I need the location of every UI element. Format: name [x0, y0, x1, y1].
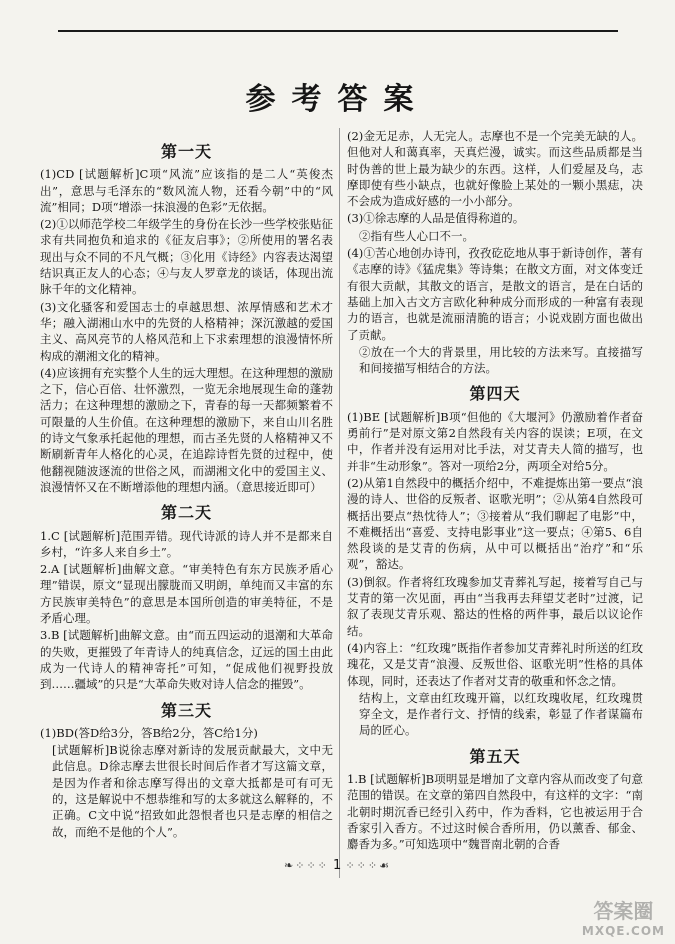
answer-item: (3)①徐志摩的人品是值得称道的。 [347, 211, 525, 226]
section-heading-day3: 第三天 [160, 700, 212, 720]
answer-explanation: [试题解析]B说徐志摩对新诗的发展贡献最大，文中无此信息。D徐志摩去世很长时间后作者才写这篇文章，是因为作者和徐志摩写得出的文章大抵都是可有可无的，这是解说中不想恭维和写的太多就这么解释的，不正确。C文中说“招致如此怨恨者也只是志摩的相信之故，而绝不是他的个人”。 [52, 743, 333, 839]
answer-item: 3.B [试题解析]曲解文意。由“而五四运动的退潮和大革命的失败，更摧毁了年青诗人的纯真信念，辽远的国土由此成为一代诗人的精神寄托”可知，“促成他们视野投放到……疆域”的只是“大革命失败对诗人信念的摧毁”。 [40, 628, 333, 692]
answer-item: (2)从第1自然段中的概括介绍中，不难提炼出第一要点“浪漫的诗人、世俗的反叛者、讴歌光明”；②从第4自然段可概括出要点“热忱待人”；③接着从“我们聊起了电影”中，不难概括出“喜爱、支持电影事业”这一要点；④第5、6自然段谈的是艾青的伤病，从中可以概括出“治疗”和“乐观”，豁达。 [347, 475, 643, 572]
page-footer [0, 858, 675, 873]
header-rule [58, 30, 618, 32]
answer-item: (4)内容上：“红玫瑰”既指作者参加艾青葬礼时所送的红玫瑰花，又是艾青“浪漫、反叛世俗、讴歌光明”性格的具体体现，同时，还表达了作者对艾青的敬重和怀念之情。 [347, 640, 643, 688]
answer-item: (3)倒叙。作者将红玫瑰参加艾青葬礼写起，接着写自己与艾青的第一次见面，再由“当我再去拜望艾老时”过渡，记叙了表现艾青乐观、豁达的性格的两件事，最后以议论作结。 [347, 574, 643, 638]
section-heading-day4: 第四天 [469, 384, 521, 404]
answer-item: 结构上，文章由红玫瑰开篇，以红玫瑰收尾，红玫瑰贯穿全文，是作者行文、抒情的线索，彰显了作者谋篇布局的匠心。 [359, 690, 643, 738]
answer-item: ②放在一个大的背景里，用比较的方法来写。直接描写和间接描写相结合的方法。 [359, 344, 643, 376]
ornament-right: ⁘⁘⁘☙ [345, 859, 391, 872]
section-heading-day2: 第二天 [160, 503, 212, 523]
watermark-text: 答案圈 [593, 899, 654, 923]
answer-item: ②指有些人心口不一。 [359, 228, 474, 243]
left-column [40, 128, 333, 841]
answer-item: (2)金无足赤，人无完人。志摩也不是一个完美无缺的人。但他对人和蔼真率，天真烂漫，诚实。而这些品质都是当时伪善的世上最为缺少的东西。这样，人们爱屋及乌，志摩即使有些小缺点，也就好像脸上某处的一颗小黑痣，决不会成为造成好感的一小小部分。 [347, 129, 643, 209]
watermark-logo [582, 895, 665, 938]
answer-item: 1.C [试题解析]范围弄错。现代诗派的诗人并不是都来自乡村，“许多人来自乡土”。 [40, 528, 333, 559]
answer-item: (1)BE [试题解析]B项“但他的《大堰河》仍激励着作者奋勇前行”是对原文第2自然段有关内容的误读；E项，在文中，作者并没有运用对比手法，对艾青夫人简的描写，也并非“生动形象”。答对一项给2分，两项全对给5分。 [347, 409, 643, 473]
watermark-url: MXQE.COM [581, 924, 665, 938]
answer-item: (3)文化骚客和爱国志士的卓越思想、浓厚情感和艺术才华；融入湖湘山水中的先贤的人格精神；深沉激越的爱国主义、高风亮节的人格风范和上下求索理想的浪漫情怀所构成的潮湘文化的精神。 [40, 299, 333, 363]
answer-item: (1)CD [试题解析]C项“风流”应该指的是二人“英俊杰出”，意思与毛泽东的“数风流人物，还看今朝”中的“风流”相同；D项“增添一抹浪漫的色彩”无依据。 [40, 167, 333, 214]
right-column [347, 128, 643, 853]
page-number: 1 [333, 858, 342, 873]
answer-item: 2.A [试题解析]曲解文意。“审美特色有东方民族矛盾心理”错误，原文“显现出朦胧而又明朗，单纯而又丰富的东方民族审美特色”的意思是本国所创造的审美特征，不是矛盾心理。 [40, 562, 333, 626]
answer-item: (1)BD(答D给3分，答B给2分，答C给1分) [40, 725, 258, 740]
section-heading-day5: 第五天 [469, 746, 521, 766]
answer-item: 1.B [试题解析]B项明显是增加了文章内容从而改变了句意范围的错误。在文章的第四自然段中，有这样的文字：“南北朝时期沉香已经引入药中，作为香料，它也被运用于合香家引入香方。不过这时候合香所用，仍以薰香、郁金、麝香为多。”可知选项中“魏晋南北朝的合香 [347, 771, 643, 852]
answer-item: (2)①以师范学校二年级学生的身份在长沙一些学校张贴征求有共同抱负和追求的《征友启事》；②所使用的署名表现出与众不同的不凡气概；③化用《诗经》内容表达渴望结识真正友人的心态；④与友人罗章龙的谈话，体现出流脉千年的文化精神。 [40, 217, 333, 297]
column-divider [339, 128, 340, 878]
answer-item: (4)应该拥有充实整个人生的远大理想。在这种理想的激励之下，信心百倍、壮怀激烈，一览无余地展现生命的蓬勃活力；在这种理想的激励之下，青春的每一天都频繁着不可限量的人生价值。在这种理想的激励下，来自山川名胜的诗文气象承托起他的理想，而古圣先贤的人格精神又不断刷新青年人格化的心灵，在追踪诗哲先贤的过程中，使他翻视随波逐流的世俗之风，而湖湘文化中的爱国主义、浪漫情怀又在不断增添他的理想内涵。（意思接近即可） [40, 365, 333, 494]
ornament-left: ❧⁘⁘⁘ [284, 859, 329, 872]
section-heading-day1: 第一天 [160, 142, 212, 161]
page-title: 参考答案 [245, 82, 430, 117]
answer-item: (4)①苦心地创办诗刊，孜孜矻矻地从事于新诗创作，著有《志摩的诗》《猛虎集》等诗集；在散文方面，对文体变迁有很大贡献，其散文的语言，是散文的语言，是在白话的基础上加入古文方言欧化种种成分而形成的一种富有表现力的语言，也就是流丽清脆的语言；小说戏剧方面也做出了贡献。 [347, 246, 643, 342]
